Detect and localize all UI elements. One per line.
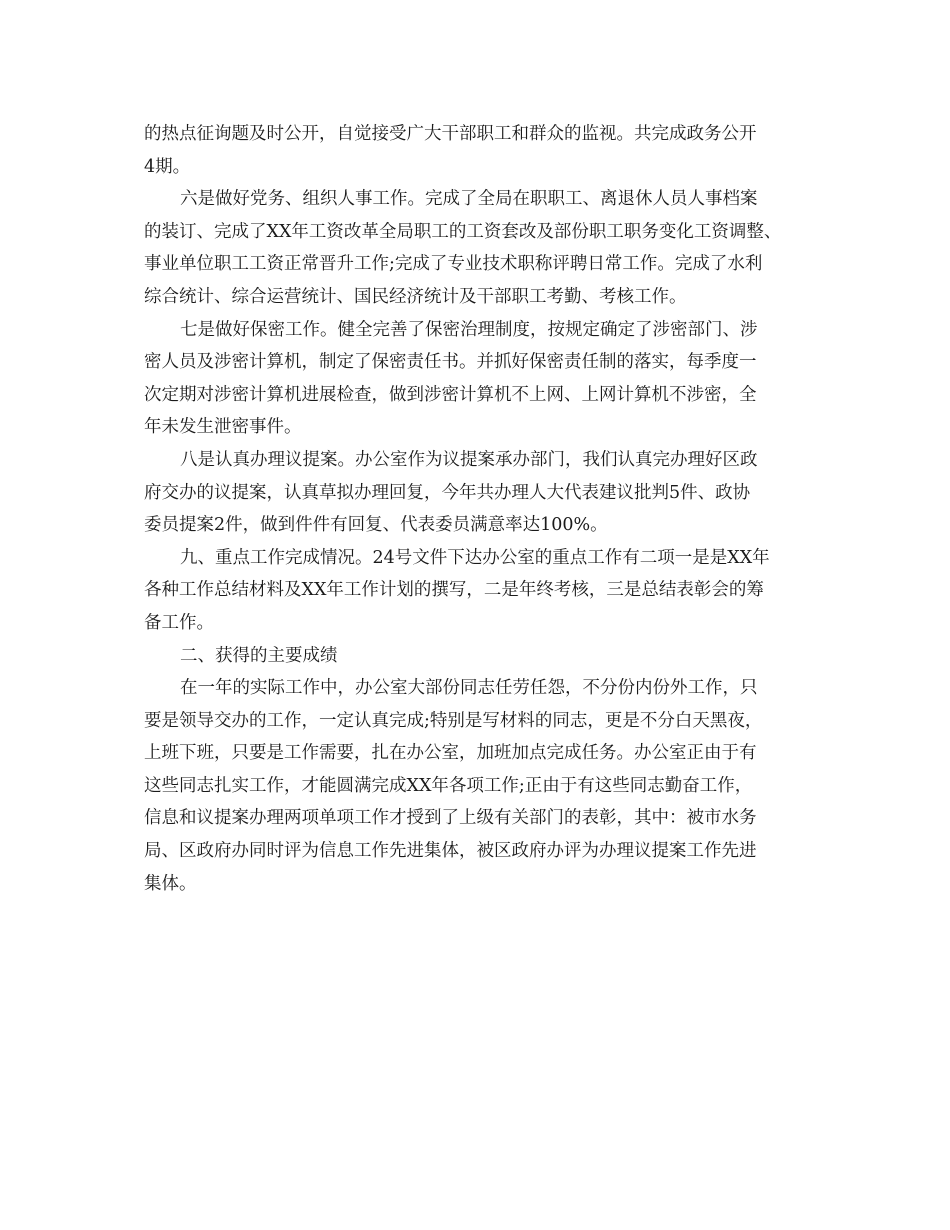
text-line: 的装订、完成了XX年工资改革全局职工的工资套改及部份职工职务变化工资调整、 [144, 221, 782, 242]
paragraph [144, 314, 808, 444]
text-line: 八是认真办理议提案。办公室作为议提案承办部门，我们认真完办理好区政 [180, 449, 758, 470]
heading-text: 二、获得的主要成绩 [180, 645, 338, 666]
paragraph [144, 444, 808, 542]
paragraph [144, 118, 808, 183]
text-line: 九、重点工作完成情况。24号文件下达办公室的重点工作有二项一是是XX年 [180, 547, 770, 568]
text-line: 综合统计、综合运营统计、国民经济统计及干部职工考勤、考核工作。 [144, 286, 687, 307]
text-line: 在一年的实际工作中，办公室大部份同志任劳任怨，不分份内份外工作，只 [180, 678, 758, 699]
text-line: 密人员及涉密计算机，制定了保密责任书。并抓好保密责任制的落实，每季度一 [144, 352, 757, 373]
text-line: 委员提案2件，做到件件有回复、代表委员满意率达100%。 [144, 515, 608, 536]
text-line: 4期。 [144, 156, 191, 177]
text-line: 次定期对涉密计算机进展检查，做到涉密计算机不上网、上网计算机不涉密，全 [144, 384, 757, 405]
section-heading [144, 640, 808, 673]
text-line: 要是领导交办的工作，一定认真完成;特别是写材料的同志，更是不分白天黑夜， [144, 710, 763, 731]
text-line: 各种工作总结材料及XX年工作计划的撰写，二是年终考核，三是总结表彰会的筹 [144, 580, 764, 601]
text-line: 府交办的议提案，认真草拟办理回复，今年共办理人大代表建议批判5件、政协 [144, 482, 751, 503]
text-line: 年未发生泄密事件。 [144, 417, 302, 438]
text-line: 这些同志扎实工作，才能圆满完成XX年各项工作;正由于有这些同志勤奋工作， [144, 775, 753, 796]
text-line: 事业单位职工工资正常晋升工作;完成了专业技术职称评聘日常工作。完成了水利 [144, 254, 763, 275]
text-line: 六是做好党务、组织人事工作。完成了全局在职职工、离退休人员人事档案 [180, 189, 758, 210]
paragraph [144, 672, 808, 900]
text-line: 局、区政府办同时评为信息工作先进集体，被区政府办评为办理议提案工作先进 [144, 841, 757, 862]
text-line: 集体。 [144, 873, 197, 894]
paragraph [144, 542, 808, 640]
paragraph [144, 183, 808, 313]
text-line: 七是做好保密工作。健全完善了保密治理制度，按规定确定了涉密部门、涉 [180, 319, 758, 340]
text-line: 备工作。 [144, 612, 214, 633]
document-body [144, 118, 808, 900]
text-line: 信息和议提案办理两项单项工作才授到了上级有关部门的表彰，其中：被市水务 [144, 808, 757, 829]
text-line: 上班下班，只要是工作需要，扎在办公室，加班加点完成任务。办公室正由于有 [144, 743, 757, 764]
text-line: 的热点征询题及时公开，自觉接受广大干部职工和群众的监视。共完成政务公开 [144, 124, 757, 144]
